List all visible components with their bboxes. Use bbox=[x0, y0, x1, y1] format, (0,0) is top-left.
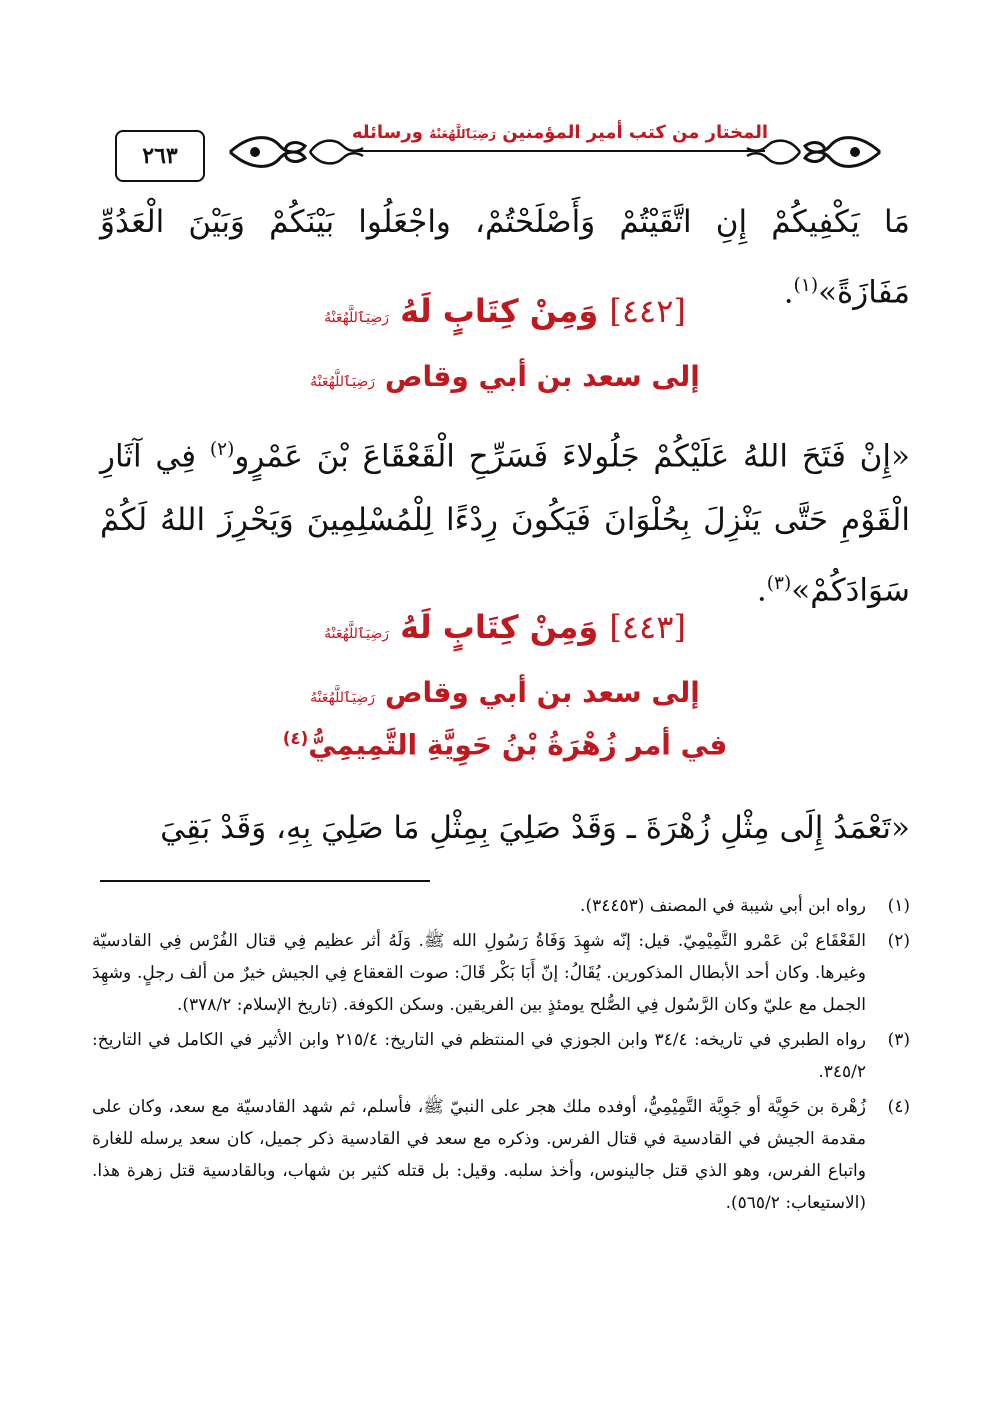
letter-442-text bbox=[100, 418, 910, 623]
intro-text: مَا يَكْفِيكُمْ إِنِ اتَّقَيْتُمْ وَأَصْلَحْتُمْ، واجْعَلُوا بَيْنَكُمْ وَبَيْنَ الْعَدُوِّ مَفَازَةً» bbox=[100, 204, 910, 311]
section-honor: رَضِيَٱللَّهُعَنْهُ bbox=[324, 310, 390, 326]
section-number: [٤٤٢] bbox=[609, 292, 686, 330]
section-number: [٤٤٣] bbox=[609, 608, 686, 646]
section-subtitle2-443 bbox=[100, 728, 910, 761]
letter-text: «تَعْمَدُ إِلَى مِثْلِ زُهْرَةَ ـ وَقَدْ صَلِيَ بِمِثْلِ مَا صَلِيَ بِهِ، وَقَدْ بَقِيَ bbox=[160, 810, 910, 846]
page-header bbox=[115, 110, 895, 186]
footnote bbox=[92, 890, 910, 922]
footnote-ref-4: (٤) bbox=[282, 728, 309, 748]
recipient: إلى سعد بن أبي وقاص bbox=[384, 360, 700, 393]
footnote-number: (٣) bbox=[887, 1030, 910, 1050]
footnote-separator bbox=[100, 880, 430, 882]
recipient: إلى سعد بن أبي وقاص bbox=[384, 676, 700, 709]
section-title: وَمِنْ كِتَابٍ لَهُ bbox=[400, 292, 599, 330]
footnote-number: (١) bbox=[887, 896, 910, 916]
section-heading-442 bbox=[100, 292, 910, 330]
footnote bbox=[92, 1024, 910, 1088]
section-heading-443 bbox=[100, 608, 910, 646]
footnote-ref-2: (٢) bbox=[209, 439, 235, 460]
intro-end: . bbox=[783, 274, 794, 311]
section-title: وَمِنْ كِتَابٍ لَهُ bbox=[400, 608, 599, 646]
footnote-text: القَعْقَاع بْن عَمْرو التَّمِيْمِيّ. قيل: إنّه شهِدَ وَفَاةُ رَسُولِ الله ﷺ. وَلَهُ أثر عظيم فِي قتال الفُرْس فِي القادسيّة وغيرها. وكان أحد الأبطال المذكورين. يُقَالُ: إنّ أَبَا بَكْر قَالَ: صوت القعقاع فِي الجيش خيرٌ من ألف رجلٍ. وشهِدَ الجمل مع عليّ وكان الرَّسُول فِي الصُّلح يومئذٍ بين الفريقين. وسكن الكوفة. (تاريخ الإسلام: ٣٧٨/٢). bbox=[92, 931, 866, 1015]
letter-text-a: «إِنْ فَتَحَ اللهُ عَلَيْكُمْ جَلُولاءَ فَسَرِّحِ الْقَعْقَاعَ بْنَ عَمْرٍو bbox=[234, 438, 910, 475]
footnote-ref-1: (١) bbox=[793, 275, 819, 296]
letter-end: . bbox=[756, 572, 767, 609]
footnote bbox=[92, 1091, 910, 1219]
footnote-text: رواه الطبري في تاريخه: ٣٤/٤ وابن الجوزي في المنتظم في التاريخ: ٢١٥/٤ وابن الأثير في الكامل في التاريخ: ٣٤٥/٢. bbox=[92, 1030, 866, 1082]
footnote-text: رواه ابن أبي شيبة في المصنف (٣٤٤٥٣). bbox=[580, 896, 866, 916]
title-prefix: المختار من كتب أمير المؤمنين bbox=[502, 122, 769, 143]
recipient-honor: رَضِيَٱللَّهُعَنْهُ bbox=[310, 690, 376, 706]
page-number: ٢٦٣ bbox=[115, 130, 205, 182]
footnote-number: (٤) bbox=[887, 1097, 910, 1117]
letter-443-text bbox=[100, 796, 910, 860]
recipient-honor: رَضِيَٱللَّهُعَنْهُ bbox=[310, 374, 376, 390]
title-honor: رَضِيَٱللَّهُعَنْهُ bbox=[429, 127, 496, 141]
footnotes bbox=[92, 890, 910, 1222]
footnote-number: (٢) bbox=[887, 931, 910, 951]
section-subtitle-442 bbox=[100, 360, 910, 393]
footnote-text: زُهْرة بن حَوِيَّة أو جَوِيَّة التَّمِيْمِيُّ، أوفده ملك هجر على النبيّ ﷺ، فأسلم، ثم شهد القادسيّة مع سعد، وكان على مقدمة الجيش في القادسية في قتال الفرس. وذكره مع سعد في القادسية ذكر جميل، كان سعد يرسله للغارة واتباع الفرس، وهو الذي قتل جالينوس، وأخذ سلبه. وقيل: بل قتله كثير بن شهاب، وبالقادسية قتل زهرة هذا. (الاستيعاب: ٥٦٥/٢). bbox=[92, 1097, 866, 1213]
letter-text-b: فِي آثَارِ الْقَوْمِ حَتَّى يَنْزِلَ بِحُلْوَانَ فَيَكُونَ رِدْءًا لِلْمُسْلِمِينَ وَيَحْرِزَ اللهُ لَكُمْ سَوَادَكُمْ» bbox=[100, 438, 910, 609]
footnote-ref-3: (٣) bbox=[766, 573, 792, 595]
footnote bbox=[92, 925, 910, 1021]
title-suffix: ورسائله bbox=[351, 122, 423, 143]
subject: في أمر زُهْرَةُ بْنُ حَوِيَّةِ التَّمِيمِيُّ bbox=[308, 728, 728, 762]
section-honor: رَضِيَٱللَّهُعَنْهُ bbox=[324, 626, 390, 642]
header-rule bbox=[355, 150, 765, 152]
right-ornament-icon bbox=[745, 132, 885, 172]
section-subtitle-443 bbox=[100, 676, 910, 709]
